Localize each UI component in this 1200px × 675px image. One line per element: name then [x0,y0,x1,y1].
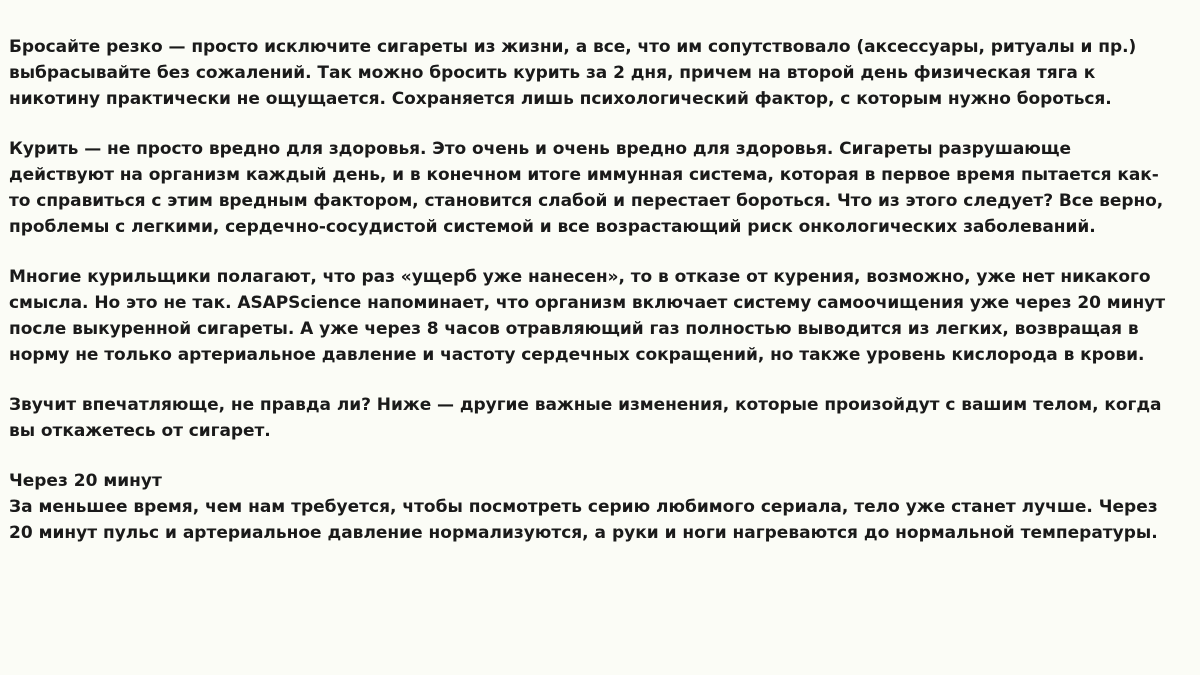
section-title-20-minutes: Через 20 минут [9,471,162,491]
paragraph-quit-abruptly: Бросайте резко — просто исключите сигареты из жизни, а все, что им сопутствовало (аксессуары, ритуалы и пр.) выбрасывайте без сожалений. Так можно бросить курить за 2 дня, причем на второй день физическая тяга к никотину практически не ощущается. Сохраняется лишь психологический фактор, с которым нужно бороться. [9,37,1137,109]
section-body-20-minutes: За меньшее время, чем нам требуется, чтобы посмотреть серию любимого сериала, тело уже станет лучше. Через 20 минут пульс и артериальное давление нормализуются, а руки и ноги нагреваются до нормальной температуры. [9,497,1158,543]
paragraph-body-recovery: Многие курильщики полагают, что раз «ущерб уже нанесен», то в отказе от курения, возможно, уже нет никакого смысла. Но это не так. ASAPScience напоминает, что организм включает систему самоочищения уже через 20 минут после выкуренной сигареты. А уже через 8 часов отравляющий газ полностью выводится из легких, возвращая в норму не только артериальное давление и частоту сердечных сокращений, но также уровень кислорода в крови. [9,267,1165,365]
paragraph-intro-changes: Звучит впечатляюще, не правда ли? Ниже — другие важные изменения, которые произойдут с вашим телом, когда вы откажетесь от сигарет. [9,395,1162,441]
paragraph-health-harm: Курить — не просто вредно для здоровья. Это очень и очень вредно для здоровья. Сигареты разрушающе действуют на организм каждый день, и в конечном итоге иммунная система, которая в первое время пытается как-то справиться с этим вредным фактором, становится слабой и перестает бороться. Что из этого следует? Все верно, проблемы с легкими, сердечно-сосудистой системой и все возрастающий риск онкологических заболеваний. [9,139,1164,237]
